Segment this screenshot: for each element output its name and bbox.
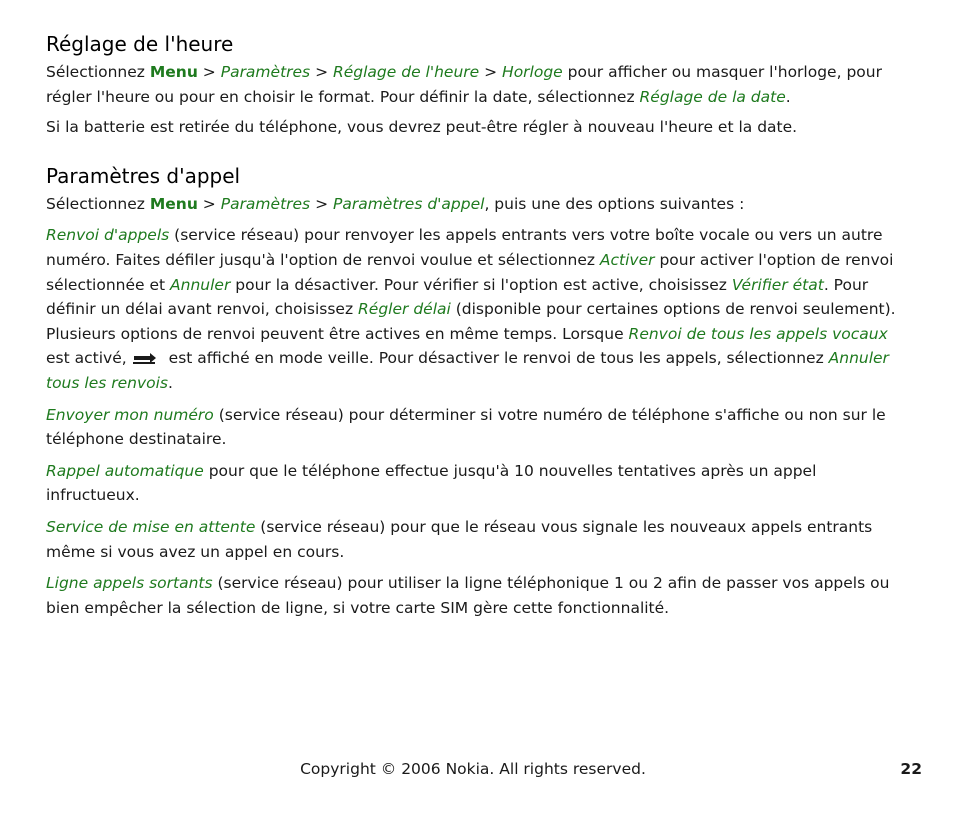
time-paragraph: [46, 60, 906, 109]
time-setting-term: Réglage de l'heure: [332, 63, 480, 81]
section-title-time: Réglage de l'heure: [46, 32, 234, 56]
menu-term: Menu: [149, 63, 198, 81]
option-auto-redial: [46, 459, 906, 508]
cancel-all-diverts-term: Annuler tous les renvois: [46, 349, 889, 392]
clock-term: Horloge: [502, 63, 563, 81]
cancel-term: Annuler: [170, 275, 231, 294]
text: (disponible pour certaines options de renvoi seulement). Plusieurs options de renvoi peuvent être actives en même temps. Lorsque: [46, 300, 896, 343]
set-delay-term: Régler délai: [358, 300, 451, 319]
text: Sélectionnez: [46, 194, 150, 213]
option-outgoing-line: [46, 571, 906, 620]
section-title-call-settings: Paramètres d'appel: [46, 163, 241, 188]
text: est affiché en mode veille. Pour désactiver le renvoi de tous les appels, sélectionnez: [168, 349, 829, 368]
text: pour la désactiver. Pour vérifier si l'option est active, choisissez: [230, 275, 732, 294]
date-setting-term: Réglage de la date: [639, 87, 786, 106]
text: pour afficher ou masquer l'horloge, pour régler l'heure ou pour en choisir le format. Pour définir la date, sélectionnez: [46, 63, 882, 106]
option-name: Ligne appels sortants: [46, 574, 213, 593]
text: .: [785, 87, 791, 106]
page-number: 22: [900, 760, 922, 778]
text: (service réseau) pour que le réseau vous signale les nouveaux appels entrants même si vous avez un appel en cours.: [46, 517, 873, 561]
separator: >: [479, 63, 503, 81]
separator: >: [197, 194, 221, 213]
option-name: Envoyer mon numéro: [46, 405, 214, 424]
option-call-divert: [46, 223, 906, 395]
text: . Pour définir un délai avant renvoi, choisissez: [46, 275, 869, 319]
battery-note: Si la batterie est retirée du téléphone, vous devrez peut-être régler à nouveau l'heure et la date.: [46, 118, 798, 137]
menu-term: Menu: [149, 194, 198, 213]
text: pour que le téléphone effectue jusqu'à 10 nouvelles tentatives après un appel infructueux.: [46, 461, 817, 505]
separator: >: [197, 63, 221, 81]
divert-all-voice-term: Renvoi de tous les appels vocaux: [628, 324, 888, 343]
params-term: Paramètres: [220, 194, 311, 213]
call-settings-intro: [46, 192, 906, 217]
page-content: [46, 30, 906, 620]
check-status-term: Vérifier état: [731, 275, 824, 294]
call-params-term: Paramètres d'appel: [332, 194, 485, 213]
option-name: Rappel automatique: [46, 461, 204, 480]
params-term: Paramètres: [220, 63, 311, 81]
option-send-number: [46, 403, 906, 452]
text: est activé,: [46, 349, 127, 368]
separator: >: [310, 194, 333, 213]
page-footer: [0, 760, 954, 784]
text: (service réseau) pour déterminer si votre numéro de téléphone s'affiche ou non sur le téléphone destinataire.: [46, 405, 886, 449]
text: pour activer l'option de renvoi sélectionnée et: [46, 250, 894, 294]
option-call-waiting: [46, 515, 906, 564]
activate-term: Activer: [599, 250, 655, 269]
text: , puis une des options suivantes :: [484, 194, 745, 213]
text: Sélectionnez: [46, 63, 150, 81]
text: (service réseau) pour renvoyer les appels entrants vers votre boîte vocale ou vers un autre numéro. Faites défiler jusqu'à l'option de renvoi voulue et sélectionnez: [46, 226, 883, 269]
call-divert-icon: [131, 348, 161, 362]
text: .: [168, 373, 173, 392]
separator: >: [310, 63, 333, 81]
copyright-notice: Copyright © 2006 Nokia. All rights reserved.: [300, 760, 646, 778]
option-name: Service de mise en attente: [46, 517, 256, 536]
option-name: Renvoi d'appels: [46, 226, 170, 245]
text: (service réseau) pour utiliser la ligne téléphonique 1 ou 2 afin de passer vos appels ou bien empêcher la sélection de ligne, si votre carte SIM gère cette fonctionnalité.: [46, 574, 890, 617]
